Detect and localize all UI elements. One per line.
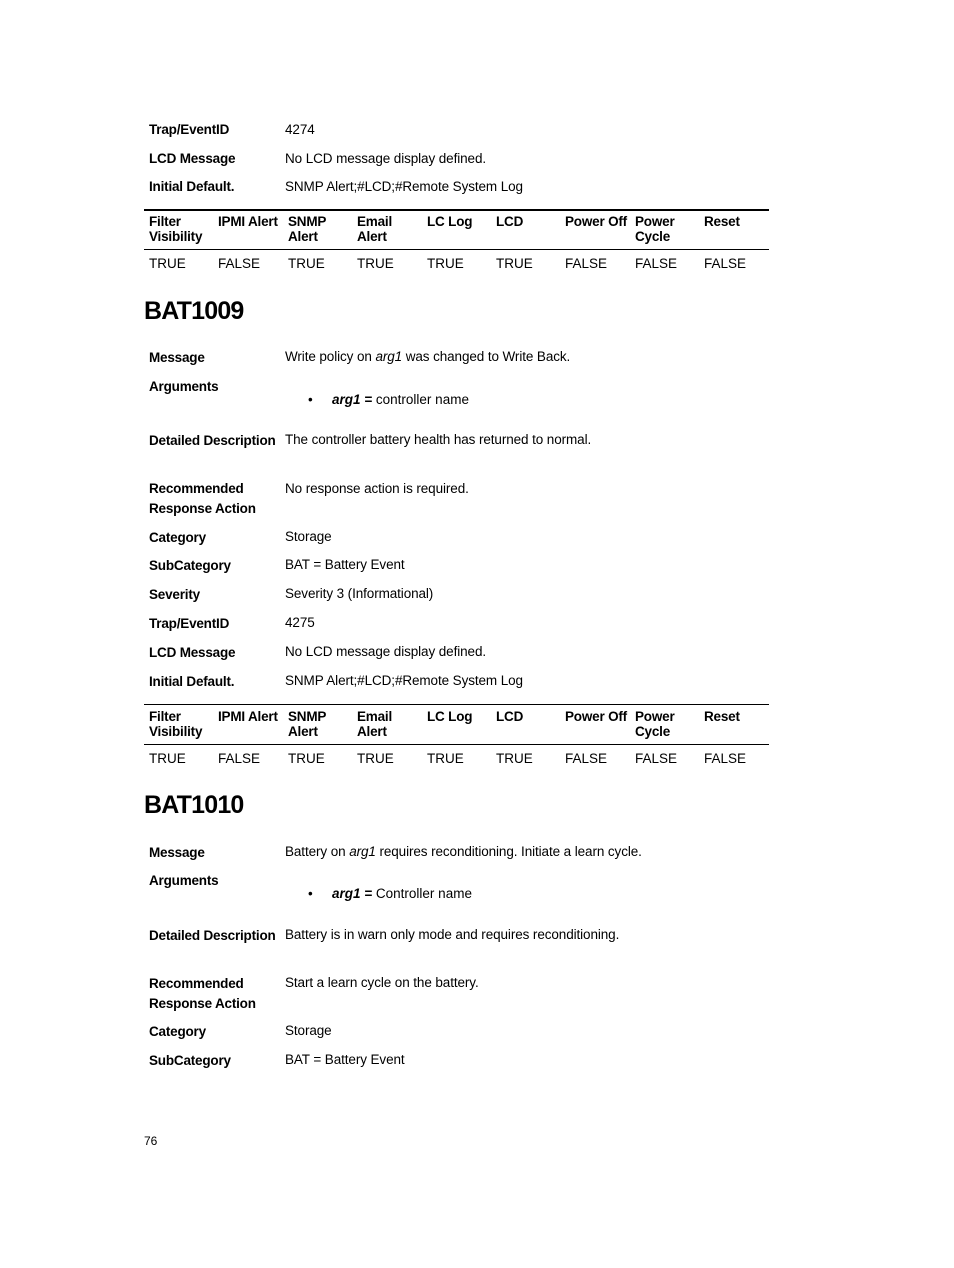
table-cell: FALSE <box>218 256 261 271</box>
argument-name: arg1 = <box>332 886 373 901</box>
initial-default-value: SNMP Alert;#LCD;#Remote System Log <box>285 179 523 194</box>
message-value <box>285 347 765 367</box>
table-cell: FALSE <box>635 256 678 271</box>
recommended-action-value: No response action is required. <box>285 481 469 496</box>
table-header: LCD <box>496 709 524 724</box>
table-cell: TRUE <box>496 256 533 271</box>
table-header: Filter Visibility <box>149 214 203 244</box>
argument-desc: Controller name <box>372 886 472 901</box>
bullet: • <box>308 392 313 407</box>
severity-value: Severity 3 (Informational) <box>285 586 434 601</box>
table-header: Power Off <box>565 709 627 724</box>
detailed-description-label: Detailed Description <box>149 928 276 943</box>
trap-eventid-label: Trap/EventID <box>149 122 230 137</box>
argument-item <box>308 390 469 409</box>
subcategory-value: BAT = Battery Event <box>285 557 405 572</box>
initial-default-label: Initial Default. <box>149 179 235 194</box>
message-label: Message <box>149 845 205 860</box>
message-text: Write policy on <box>285 349 376 364</box>
table-header: Email Alert <box>357 214 393 244</box>
argument-desc: controller name <box>372 392 469 407</box>
table-cell: TRUE <box>357 256 394 271</box>
trap-eventid-value: 4275 <box>285 615 315 630</box>
argument-name: arg1 = <box>332 392 373 407</box>
message-label: Message <box>149 350 205 365</box>
table-cell: TRUE <box>149 256 186 271</box>
table-cell: TRUE <box>288 751 325 766</box>
table-cell: FALSE <box>704 256 747 271</box>
page-number: 76 <box>144 1134 158 1148</box>
table-header: IPMI Alert <box>218 709 278 724</box>
table-rule-mid <box>144 744 769 745</box>
trap-eventid-label: Trap/EventID <box>149 616 230 631</box>
table-cell: FALSE <box>218 751 261 766</box>
lcd-message-label: LCD Message <box>149 645 236 660</box>
section-heading: BAT1010 <box>144 791 244 819</box>
table-header: Power Cycle <box>635 709 675 739</box>
table-header: Power Off <box>565 214 627 229</box>
category-value: Storage <box>285 529 332 544</box>
subcategory-label: SubCategory <box>149 1053 231 1068</box>
table-cell: FALSE <box>565 751 608 766</box>
detailed-description-value: Battery is in warn only mode and requires reconditioning. <box>285 927 620 942</box>
category-label: Category <box>149 530 206 545</box>
detailed-description-label: Detailed Description <box>149 433 276 448</box>
bullet: • <box>308 886 313 901</box>
table-header: IPMI Alert <box>218 214 278 229</box>
table-cell: TRUE <box>427 751 464 766</box>
trap-eventid-value: 4274 <box>285 122 315 137</box>
arguments-label: Arguments <box>149 873 219 888</box>
argument-item <box>308 884 472 903</box>
lcd-message-label: LCD Message <box>149 151 236 166</box>
table-header: Filter Visibility <box>149 709 203 739</box>
table-cell: FALSE <box>704 751 747 766</box>
detailed-description-value: The controller battery health has returned to normal. <box>285 432 592 447</box>
initial-default-value: SNMP Alert;#LCD;#Remote System Log <box>285 673 523 688</box>
subcategory-value: BAT = Battery Event <box>285 1052 405 1067</box>
table-cell: TRUE <box>357 751 394 766</box>
table-header: SNMP Alert <box>288 214 326 244</box>
severity-label: Severity <box>149 587 200 602</box>
category-value: Storage <box>285 1023 332 1038</box>
table-rule-top <box>144 209 769 211</box>
lcd-message-value: No LCD message display defined. <box>285 644 487 659</box>
recommended-action-label: Recommended Response Action <box>149 481 256 516</box>
table-cell: TRUE <box>149 751 186 766</box>
initial-default-label: Initial Default. <box>149 674 235 689</box>
table-header: Reset <box>704 214 740 229</box>
message-text: was changed to Write Back. <box>402 349 571 364</box>
lcd-message-value: No LCD message display defined. <box>285 151 487 166</box>
category-label: Category <box>149 1024 206 1039</box>
table-cell: FALSE <box>635 751 678 766</box>
table-rule-mid <box>144 249 769 250</box>
message-value <box>285 842 765 862</box>
table-header: SNMP Alert <box>288 709 326 739</box>
message-text: requires reconditioning. Initiate a learn cycle. <box>375 844 642 859</box>
recommended-action-label: Recommended Response Action <box>149 976 256 1011</box>
message-arg: arg1 <box>349 844 376 859</box>
recommended-action-value: Start a learn cycle on the battery. <box>285 975 479 990</box>
table-header: LCD <box>496 214 524 229</box>
table-header: LC Log <box>427 709 473 724</box>
table-rule-top <box>144 704 769 705</box>
arguments-label: Arguments <box>149 379 219 394</box>
table-cell: FALSE <box>565 256 608 271</box>
table-header: Reset <box>704 709 740 724</box>
table-cell: TRUE <box>427 256 464 271</box>
message-text: Battery on <box>285 844 350 859</box>
table-cell: TRUE <box>288 256 325 271</box>
table-header: Power Cycle <box>635 214 675 244</box>
table-header: LC Log <box>427 214 473 229</box>
table-cell: TRUE <box>496 751 533 766</box>
subcategory-label: SubCategory <box>149 558 231 573</box>
table-header: Email Alert <box>357 709 393 739</box>
message-arg: arg1 <box>375 349 403 364</box>
section-heading: BAT1009 <box>144 297 244 325</box>
